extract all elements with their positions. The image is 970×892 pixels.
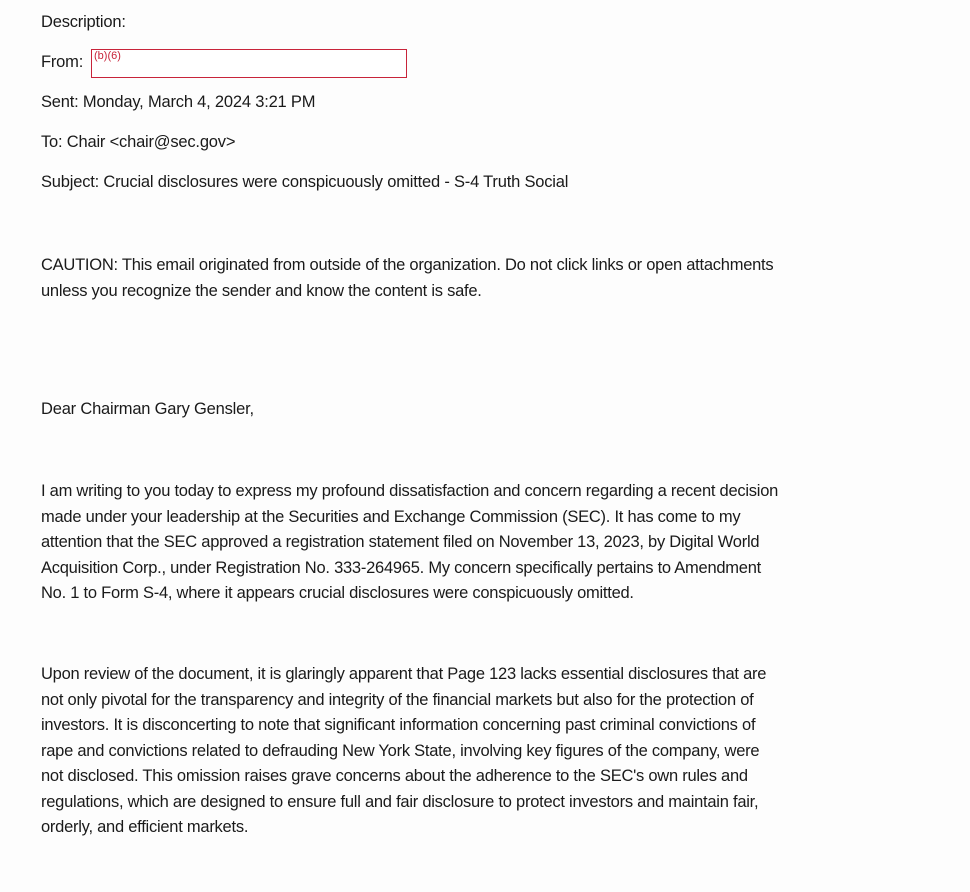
paragraph-line: I am writing to you today to express my profound dissatisfaction and concern regarding a recent decision <box>41 482 779 500</box>
paragraph-line: orderly, and efficient markets. <box>41 818 249 836</box>
caution-notice <box>41 253 881 304</box>
paragraph-line: attention that the SEC approved a registration statement filed on November 13, 2023, by Digital World <box>41 533 760 551</box>
sent-line: Sent: Monday, March 4, 2024 3:21 PM <box>41 93 316 111</box>
paragraph-line: No. 1 to Form S-4, where it appears crucial disclosures were conspicuously omitted. <box>41 584 634 602</box>
paragraph-line: investors. It is disconcerting to note that significant information concerning past criminal convictions of <box>41 716 756 734</box>
paragraph-line: regulations, which are designed to ensure full and fair disclosure to protect investors and maintain fair, <box>41 792 759 811</box>
body-paragraph-1 <box>41 479 881 607</box>
to-line: To: Chair <chair@sec.gov> <box>41 133 236 151</box>
description-label: Description: <box>41 13 126 31</box>
from-label: From: <box>41 53 84 71</box>
caution-line: unless you recognize the sender and know the content is safe. <box>41 281 482 300</box>
paragraph-line: Acquisition Corp., under Registration No. 333-264965. My concern specifically pertains to Amendment <box>41 558 761 577</box>
body-paragraph-2 <box>41 662 881 841</box>
from-redaction-box <box>91 49 407 78</box>
paragraph-line: Upon review of the document, it is glaringly apparent that Page 123 lacks essential disclosures that are <box>41 665 767 683</box>
paragraph-line: rape and convictions related to defrauding New York State, involving key figures of the company, were <box>41 741 760 760</box>
paragraph-line: not only pivotal for the transparency and integrity of the financial markets but also for the protection of <box>41 690 754 709</box>
caution-line: CAUTION: This email originated from outside of the organization. Do not click links or open attachments <box>41 256 774 274</box>
paragraph-line: not disclosed. This omission raises grave concerns about the adherence to the SEC's own rules and <box>41 767 748 785</box>
subject-line: Subject: Crucial disclosures were conspicuously omitted - S-4 Truth Social <box>41 173 569 191</box>
redaction-code: (b)(6) <box>94 50 121 62</box>
paragraph-line: made under your leadership at the Securities and Exchange Commission (SEC). It has come to my <box>41 507 741 526</box>
salutation: Dear Chairman Gary Gensler, <box>41 400 254 418</box>
